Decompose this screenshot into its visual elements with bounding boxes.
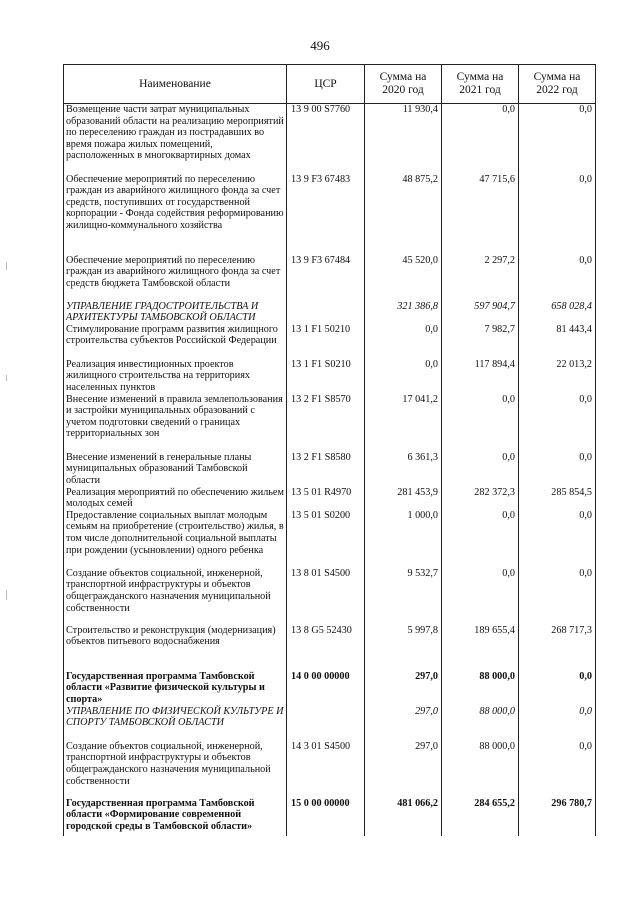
margin-mark — [6, 375, 7, 381]
row-sum-2020-cell: 11 930,4 — [365, 104, 442, 174]
row-csr-cell: 13 1 F1 50210 — [287, 324, 365, 359]
table-row — [64, 671, 596, 706]
header-sum-2021: Сумма на 2021 год — [442, 65, 519, 104]
row-sum-2022-cell: 0,0 — [519, 174, 596, 255]
row-sum-2022-cell: 0,0 — [519, 104, 596, 174]
row-sum-2022-cell: 0,0 — [519, 394, 596, 452]
row-sum-2021-cell: 0,0 — [442, 568, 519, 625]
row-csr-cell: 15 0 00 00000 — [287, 798, 365, 836]
row-name-cell: Государственная программа Тамбовской области «Формирование современной городской среды в Тамбовской области» — [64, 798, 287, 836]
row-name-cell: Обеспечение мероприятий по переселению граждан из аварийного жилищного фонда за счет средств, поступивших от государственной корпорации - Фонда содействия реформированию жилищно-коммунального хозяйства — [64, 174, 287, 255]
row-sum-2021-cell: 7 982,7 — [442, 324, 519, 359]
margin-mark — [6, 262, 7, 270]
row-csr-cell: 13 2 F1 S8580 — [287, 452, 365, 487]
row-csr-cell: 13 9 F3 67484 — [287, 255, 365, 301]
row-sum-2022-cell: 658 028,4 — [519, 301, 596, 324]
row-sum-2022-cell: 285 854,5 — [519, 487, 596, 510]
row-sum-2021-cell: 117 894,4 — [442, 359, 519, 394]
row-csr-cell: 13 8 01 S4500 — [287, 568, 365, 625]
table-row — [64, 706, 596, 741]
budget-table — [63, 64, 596, 836]
row-name-cell: Внесение изменений в генеральные планы муниципальных образований Тамбовской области — [64, 452, 287, 487]
table-row — [64, 394, 596, 452]
row-sum-2022-cell: 0,0 — [519, 741, 596, 798]
row-csr-cell: 14 3 01 S4500 — [287, 741, 365, 798]
row-sum-2022-cell: 0,0 — [519, 452, 596, 487]
row-sum-2022-cell: 268 717,3 — [519, 625, 596, 671]
header-sum-2020: Сумма на 2020 год — [365, 65, 442, 104]
table-header-row — [64, 65, 596, 104]
row-sum-2021-cell: 0,0 — [442, 510, 519, 568]
row-sum-2022-cell: 81 443,4 — [519, 324, 596, 359]
row-sum-2021-cell: 284 655,2 — [442, 798, 519, 836]
row-sum-2020-cell: 17 041,2 — [365, 394, 442, 452]
row-name-cell: Реализация инвестиционных проектов жилищного строительства на территориях населенных пунктов — [64, 359, 287, 394]
header-name: Наименование — [64, 65, 287, 104]
row-name-cell: Обеспечение мероприятий по переселению граждан из аварийного жилищного фонда за счет средств бюджета Тамбовской области — [64, 255, 287, 301]
row-sum-2021-cell: 2 297,2 — [442, 255, 519, 301]
row-sum-2021-cell: 189 655,4 — [442, 625, 519, 671]
page-number: 496 — [310, 38, 330, 53]
table-row — [64, 625, 596, 671]
row-sum-2020-cell: 45 520,0 — [365, 255, 442, 301]
row-csr-cell: 13 5 01 R4970 — [287, 487, 365, 510]
table-row — [64, 359, 596, 394]
row-name-cell: Строительство и реконструкция (модернизация) объектов питьевого водоснабжения — [64, 625, 287, 671]
table-row — [64, 174, 596, 255]
header-csr: ЦСР — [287, 65, 365, 104]
margin-mark — [6, 590, 7, 600]
row-csr-cell: 13 8 G5 52430 — [287, 625, 365, 671]
row-csr-cell: 13 2 F1 S8570 — [287, 394, 365, 452]
row-sum-2021-cell: 88 000,0 — [442, 671, 519, 706]
row-name-cell: Создание объектов социальной, инженерной, транспортной инфраструктуры и объектов общегражданского назначения муниципальной собственности — [64, 741, 287, 798]
row-name-cell: Стимулирование программ развития жилищного строительства субъектов Российской Федерации — [64, 324, 287, 359]
row-sum-2022-cell: 22 013,2 — [519, 359, 596, 394]
row-name-cell: Возмещение части затрат муниципальных образований области на реализацию мероприятий по переселению граждан из пострадавших во время пожара жилых помещений, расположенных в многоквартирных домах — [64, 104, 287, 174]
row-sum-2022-cell: 296 780,7 — [519, 798, 596, 836]
row-sum-2021-cell: 282 372,3 — [442, 487, 519, 510]
row-sum-2021-cell: 47 715,6 — [442, 174, 519, 255]
table-row — [64, 741, 596, 798]
row-csr-cell — [287, 301, 365, 324]
table-row — [64, 568, 596, 625]
table-row — [64, 798, 596, 836]
row-sum-2022-cell: 0,0 — [519, 568, 596, 625]
row-sum-2020-cell: 1 000,0 — [365, 510, 442, 568]
row-sum-2020-cell: 0,0 — [365, 324, 442, 359]
row-name-cell: УПРАВЛЕНИЕ ГРАДОСТРОИТЕЛЬСТВА И АРХИТЕКТУРЫ ТАМБОВСКОЙ ОБЛАСТИ — [64, 301, 287, 324]
row-csr-cell: 13 9 00 S7760 — [287, 104, 365, 174]
row-name-cell: Внесение изменений в правила землепользования и застройки муниципальных образований с учетом подготовки сведений о границах территориальных зон — [64, 394, 287, 452]
row-sum-2020-cell: 297,0 — [365, 706, 442, 741]
table-row — [64, 324, 596, 359]
row-sum-2021-cell: 88 000,0 — [442, 741, 519, 798]
row-sum-2022-cell: 0,0 — [519, 706, 596, 741]
row-sum-2020-cell: 481 066,2 — [365, 798, 442, 836]
table-row — [64, 104, 596, 174]
row-sum-2021-cell: 88 000,0 — [442, 706, 519, 741]
table-row — [64, 255, 596, 301]
row-sum-2020-cell: 297,0 — [365, 671, 442, 706]
row-name-cell: Предоставление социальных выплат молодым семьям на приобретение (строительство) жилья, в том числе дополнительной социальной выплаты при рождении (усыновлении) одного ребенка — [64, 510, 287, 568]
row-csr-cell: 13 1 F1 S0210 — [287, 359, 365, 394]
row-name-cell: Государственная программа Тамбовской области «Развитие физической культуры и спорта» — [64, 671, 287, 706]
row-sum-2020-cell: 321 386,8 — [365, 301, 442, 324]
row-sum-2020-cell: 48 875,2 — [365, 174, 442, 255]
row-sum-2022-cell: 0,0 — [519, 255, 596, 301]
table-row — [64, 301, 596, 324]
row-sum-2020-cell: 281 453,9 — [365, 487, 442, 510]
row-sum-2020-cell: 6 361,3 — [365, 452, 442, 487]
row-name-cell: Реализация мероприятий по обеспечению жильем молодых семей — [64, 487, 287, 510]
row-sum-2020-cell: 297,0 — [365, 741, 442, 798]
row-sum-2020-cell: 5 997,8 — [365, 625, 442, 671]
row-sum-2021-cell: 597 904,7 — [442, 301, 519, 324]
row-sum-2021-cell: 0,0 — [442, 104, 519, 174]
row-csr-cell: 13 9 F3 67483 — [287, 174, 365, 255]
row-sum-2021-cell: 0,0 — [442, 394, 519, 452]
table-row — [64, 452, 596, 487]
row-sum-2020-cell: 9 532,7 — [365, 568, 442, 625]
row-sum-2021-cell: 0,0 — [442, 452, 519, 487]
row-name-cell: УПРАВЛЕНИЕ ПО ФИЗИЧЕСКОЙ КУЛЬТУРЕ И СПОРТУ ТАМБОВСКОЙ ОБЛАСТИ — [64, 706, 287, 741]
row-csr-cell: 13 5 01 S0200 — [287, 510, 365, 568]
row-sum-2022-cell: 0,0 — [519, 510, 596, 568]
header-sum-2022: Сумма на 2022 год — [519, 65, 596, 104]
row-sum-2020-cell: 0,0 — [365, 359, 442, 394]
table-row — [64, 487, 596, 510]
row-sum-2022-cell: 0,0 — [519, 671, 596, 706]
table-body — [64, 104, 596, 836]
row-name-cell: Создание объектов социальной, инженерной, транспортной инфраструктуры и объектов общегражданского назначения муниципальной собственности — [64, 568, 287, 625]
row-csr-cell: 14 0 00 00000 — [287, 671, 365, 706]
table-row — [64, 510, 596, 568]
row-csr-cell — [287, 706, 365, 741]
